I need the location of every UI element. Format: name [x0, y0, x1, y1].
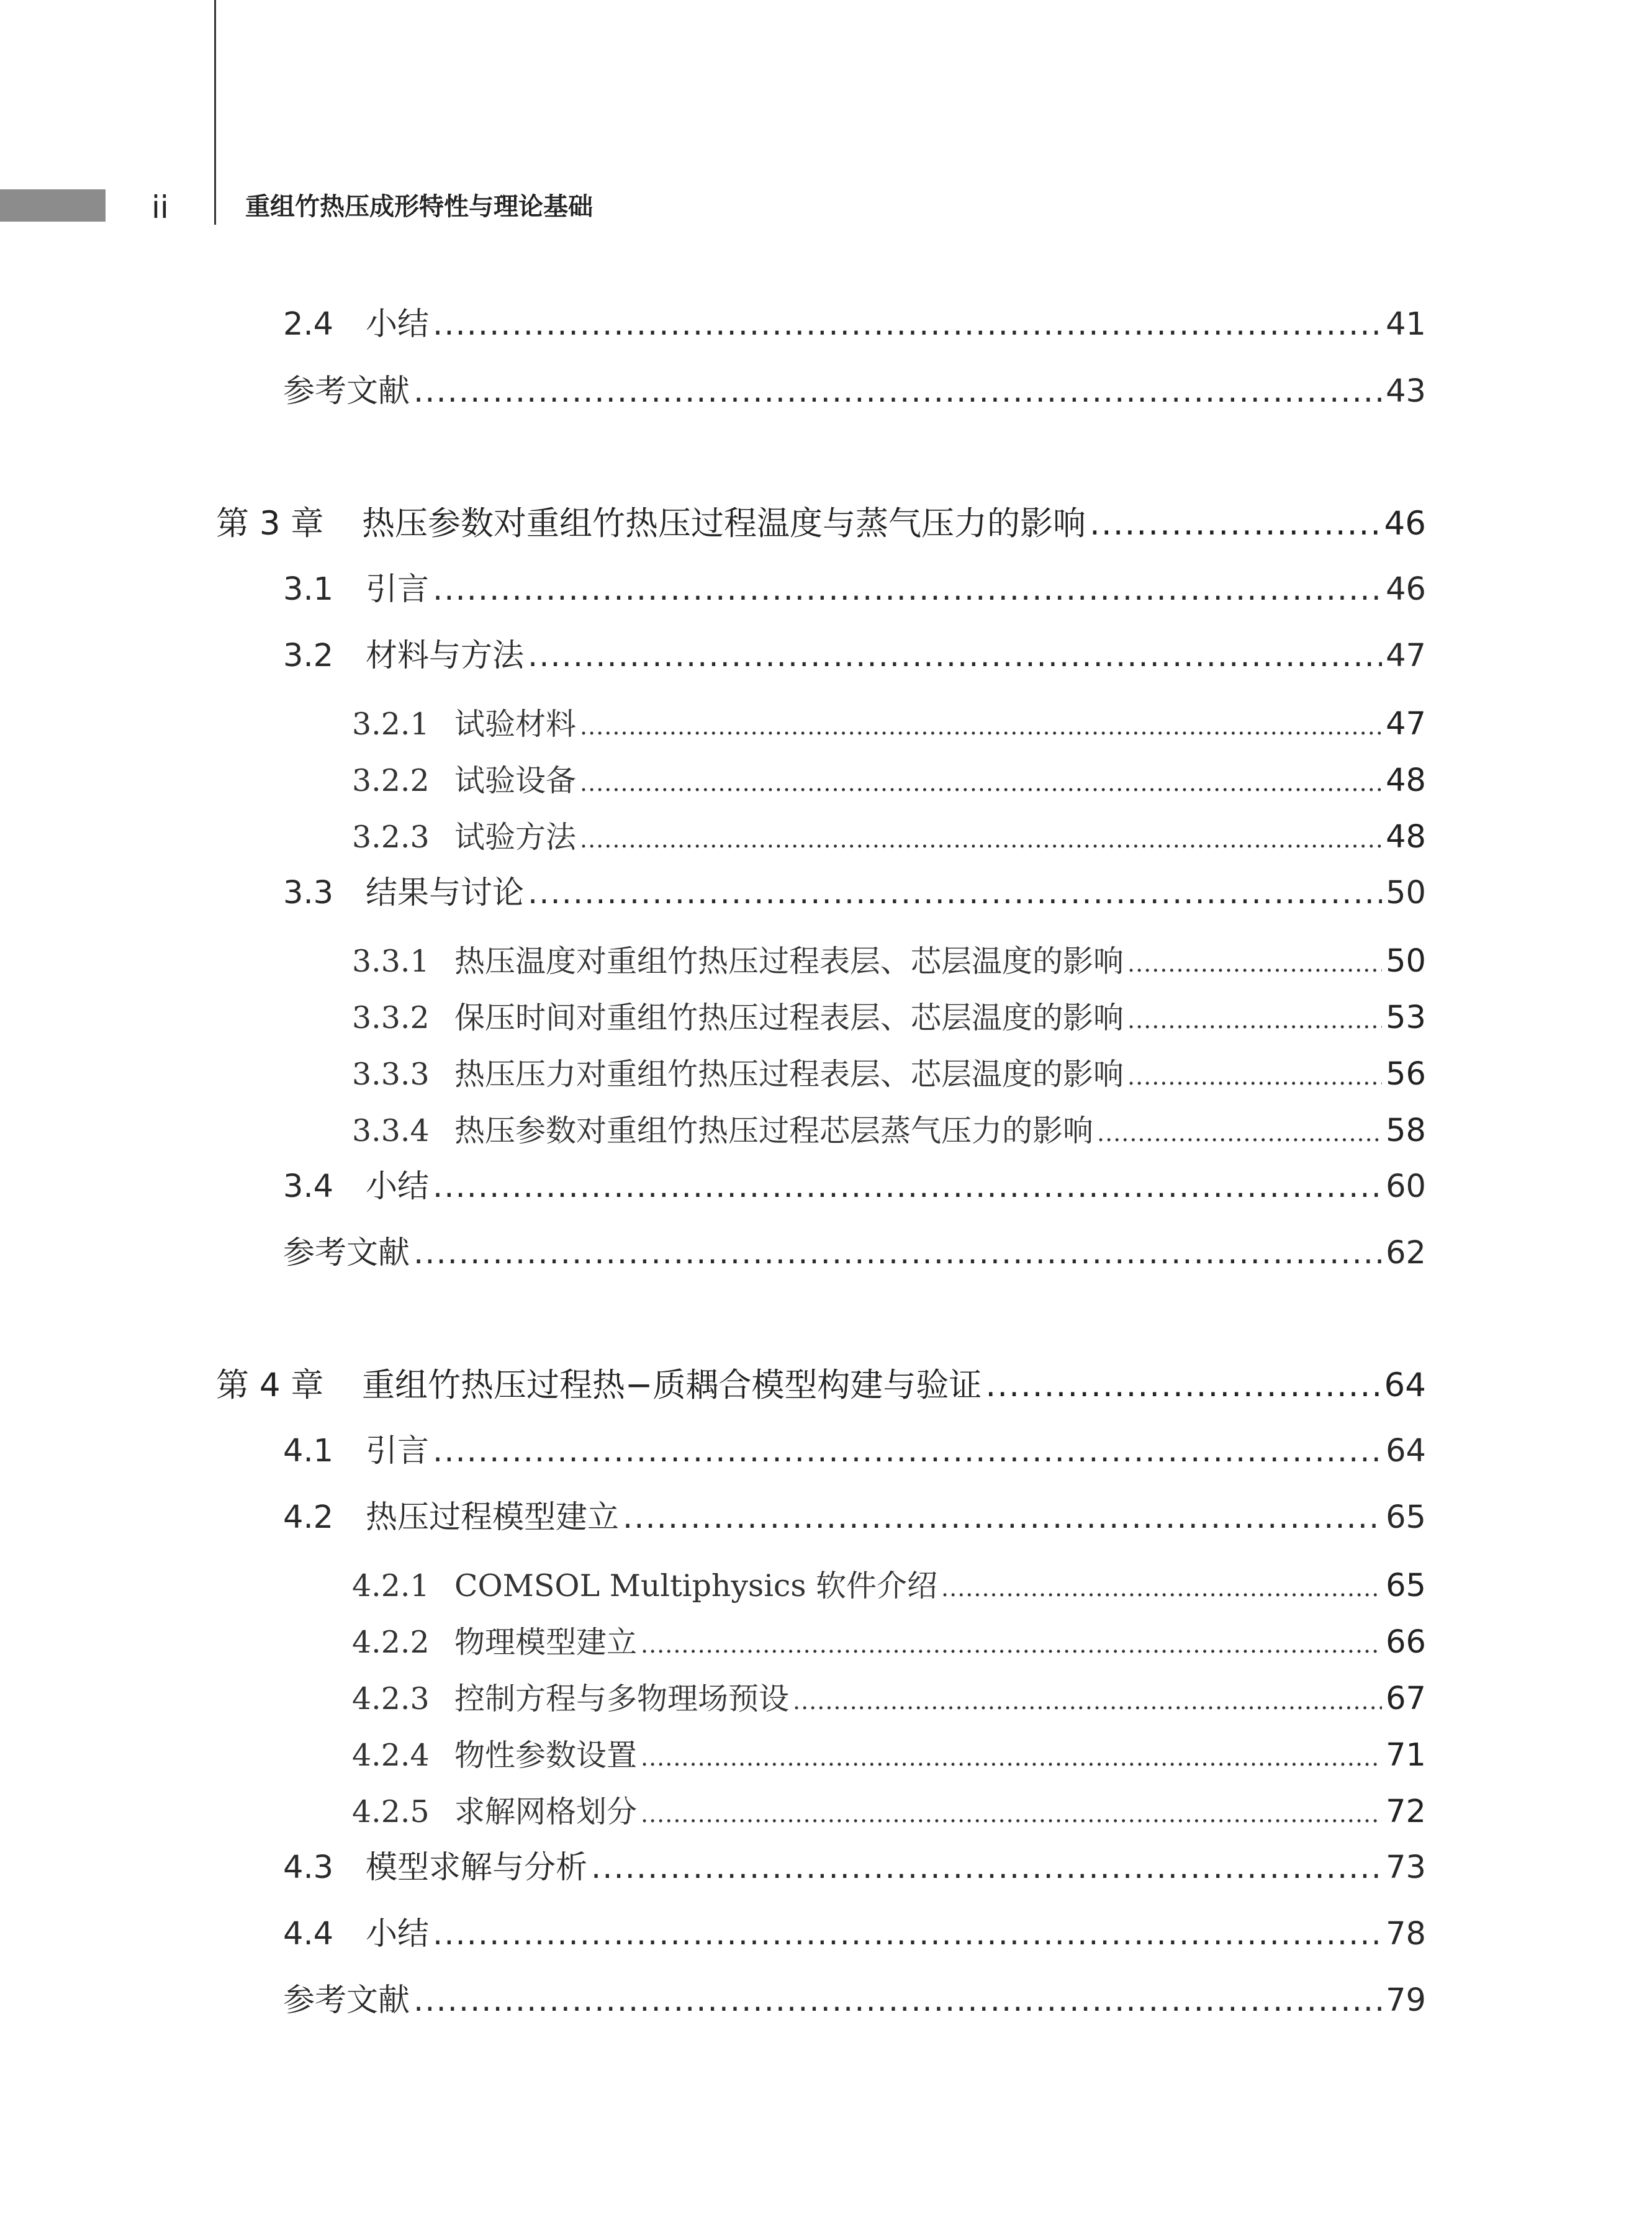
toc-entry-number: 4.3	[283, 1849, 334, 1886]
toc-entry-page-number: 66	[1386, 1624, 1426, 1661]
toc-entry-page-number: 53	[1386, 999, 1426, 1036]
dot-leader	[433, 1430, 1382, 1473]
toc-entry-number: 3.2	[283, 638, 334, 674]
toc-entry-number: 4.4	[283, 1916, 334, 1952]
toc-entry-page-number: 65	[1386, 1568, 1426, 1604]
dot-leader	[623, 1496, 1382, 1540]
toc-entry-title: 物性参数设置	[454, 1738, 638, 1773]
toc-entry-page-number: 48	[1386, 762, 1426, 799]
dot-leader	[413, 1232, 1382, 1275]
toc-entry-number: 3.2.3	[352, 819, 430, 855]
toc-entry-title: 结果与讨论	[366, 875, 525, 911]
toc-entry-number: 第 3 章	[216, 505, 324, 543]
toc-entry-title: COMSOL Multiphysics 软件介绍	[454, 1568, 938, 1604]
toc-entry-number: 4.2.5	[352, 1794, 430, 1829]
dot-leader	[985, 1363, 1380, 1408]
toc-entry-page-number: 46	[1386, 571, 1426, 608]
toc-entry-title: 小结	[366, 1168, 430, 1205]
toc-entry-page-number: 62	[1386, 1235, 1426, 1271]
toc-entry-page-number: 65	[1386, 1499, 1426, 1536]
toc-entry-title: 参考文献	[283, 373, 410, 410]
toc-entry-page-number: 79	[1386, 1982, 1426, 2019]
toc-entry-number: 3.1	[283, 571, 334, 608]
toc-entry-page-number: 56	[1386, 1056, 1426, 1093]
toc-entry-page-number: 43	[1386, 373, 1426, 410]
toc-entry-title: 试验方法	[454, 819, 577, 855]
toc-entry-number: 3.3.2	[352, 1000, 430, 1035]
toc-entry-sub	[352, 941, 1426, 984]
toc-entry-page-number: 41	[1386, 306, 1426, 343]
running-title: 重组竹热压成形特性与理论基础	[245, 192, 593, 221]
toc-entry-title: 求解网格划分	[454, 1794, 638, 1829]
dot-leader	[433, 1913, 1382, 1956]
dot-leader	[580, 706, 1382, 747]
toc-entry-title: 重组竹热压过程热−质耦合模型构建与验证	[362, 1366, 982, 1404]
toc-entry-page-number: 46	[1384, 505, 1426, 543]
toc-entry-page-number: 71	[1386, 1737, 1426, 1774]
toc-entry-page-number: 73	[1386, 1849, 1426, 1886]
toc-entry-number: 4.1	[283, 1433, 334, 1469]
dot-leader	[433, 568, 1382, 611]
toc-entry-number: 3.3.1	[352, 944, 430, 979]
toc-entry-title: 参考文献	[283, 1982, 410, 2019]
toc-entry-section	[283, 1496, 1426, 1540]
dot-leader	[580, 819, 1382, 860]
toc-entry-section	[283, 872, 1426, 915]
toc-entry-title: 控制方程与多物理场预设	[454, 1681, 790, 1717]
toc-entry-title: 保压时间对重组竹热压过程表层、芯层温度的影响	[454, 1000, 1124, 1035]
toc-entry-title: 引言	[366, 571, 430, 608]
toc-entry-sub	[352, 1566, 1426, 1608]
toc-entry-sub	[352, 760, 1426, 803]
toc-entry-title: 热压参数对重组竹热压过程温度与蒸气压力的影响	[362, 505, 1086, 543]
toc-entry-title: 小结	[366, 306, 430, 343]
toc-entry-section	[283, 1165, 1426, 1209]
toc-entry-ref	[283, 370, 1426, 413]
dot-leader	[641, 1793, 1382, 1834]
toc-entry-section	[283, 1913, 1426, 1956]
toc-entry-page-number: 78	[1386, 1916, 1426, 1952]
toc-entry-page-number: 67	[1386, 1680, 1426, 1717]
toc-entry-number: 第 4 章	[216, 1366, 324, 1404]
dot-leader	[528, 634, 1382, 678]
dot-leader	[433, 1165, 1382, 1209]
dot-leader	[413, 1979, 1382, 2023]
toc-entry-sub	[352, 1111, 1426, 1153]
toc-entry-title: 引言	[366, 1433, 430, 1469]
dot-leader	[941, 1568, 1382, 1608]
toc-entry-sub	[352, 817, 1426, 860]
toc-entry-number: 3.3.4	[352, 1113, 430, 1148]
toc-entry-section	[283, 1846, 1426, 1890]
toc-entry-sub	[352, 704, 1426, 747]
dot-leader	[433, 303, 1382, 346]
toc-entry-title: 参考文献	[283, 1235, 410, 1271]
toc-entry-number: 3.3.3	[352, 1057, 430, 1092]
toc-entry-chapter	[216, 502, 1426, 546]
toc-entry-title: 材料与方法	[366, 638, 525, 674]
dot-leader	[1127, 1056, 1382, 1097]
toc-entry-title: 热压过程模型建立	[366, 1499, 620, 1536]
toc-entry-title: 试验材料	[454, 706, 577, 742]
toc-entry-number: 3.2.2	[352, 763, 430, 798]
toc-entry-number: 4.2.1	[352, 1568, 430, 1604]
dot-leader	[1127, 943, 1382, 984]
toc-entry-sub	[352, 998, 1426, 1040]
dot-leader	[1097, 1112, 1382, 1153]
toc-entry-section	[283, 1430, 1426, 1473]
toc-entry-page-number: 64	[1386, 1433, 1426, 1469]
dot-leader	[528, 872, 1382, 915]
dot-leader	[793, 1680, 1382, 1721]
toc-entry-page-number: 50	[1386, 875, 1426, 911]
page-number: ii	[151, 189, 169, 225]
toc-entry-number: 4.2.3	[352, 1681, 430, 1717]
toc-entry-page-number: 58	[1386, 1112, 1426, 1149]
toc-entry-page-number: 50	[1386, 943, 1426, 980]
toc-entry-title: 试验设备	[454, 763, 577, 798]
toc-entry-number: 3.2.1	[352, 706, 430, 742]
toc-entry-page-number: 48	[1386, 819, 1426, 855]
toc-entry-sub	[352, 1679, 1426, 1721]
toc-entry-number: 2.4	[283, 306, 334, 343]
toc-entry-number: 4.2.2	[352, 1625, 430, 1660]
toc-entry-sub	[352, 1054, 1426, 1097]
toc-entry-chapter	[216, 1363, 1426, 1408]
dot-leader	[1127, 999, 1382, 1040]
toc-entry-page-number: 64	[1384, 1366, 1426, 1404]
dot-leader	[580, 762, 1382, 803]
toc-entry-section	[283, 303, 1426, 346]
toc-entry-sub	[352, 1792, 1426, 1834]
toc-entry-ref	[283, 1979, 1426, 2023]
dot-leader	[413, 370, 1382, 413]
toc-entry-title: 物理模型建立	[454, 1625, 638, 1660]
toc-entry-title: 小结	[366, 1916, 430, 1952]
toc-entry-section	[283, 568, 1426, 611]
toc-entry-title: 热压压力对重组竹热压过程表层、芯层温度的影响	[454, 1057, 1124, 1092]
toc-entry-section	[283, 634, 1426, 678]
toc-entry-sub	[352, 1735, 1426, 1778]
toc-entry-number: 4.2.4	[352, 1738, 430, 1773]
toc-entry-page-number: 47	[1386, 638, 1426, 674]
toc-entry-title: 热压温度对重组竹热压过程表层、芯层温度的影响	[454, 944, 1124, 979]
dot-leader	[591, 1846, 1382, 1890]
dot-leader	[641, 1624, 1382, 1665]
dot-leader	[641, 1737, 1382, 1778]
toc-entry-number: 3.3	[283, 875, 334, 911]
toc-entry-sub	[352, 1622, 1426, 1665]
toc-entry-number: 3.4	[283, 1168, 334, 1205]
toc-entry-page-number: 60	[1386, 1168, 1426, 1205]
toc-entry-title: 热压参数对重组竹热压过程芯层蒸气压力的影响	[454, 1113, 1094, 1148]
toc-entry-page-number: 72	[1386, 1793, 1426, 1830]
toc-entry-number: 4.2	[283, 1499, 334, 1536]
toc-entry-ref	[283, 1232, 1426, 1275]
toc-entry-page-number: 47	[1386, 706, 1426, 742]
dot-leader	[1090, 502, 1381, 546]
toc-entry-title: 模型求解与分析	[366, 1849, 588, 1886]
